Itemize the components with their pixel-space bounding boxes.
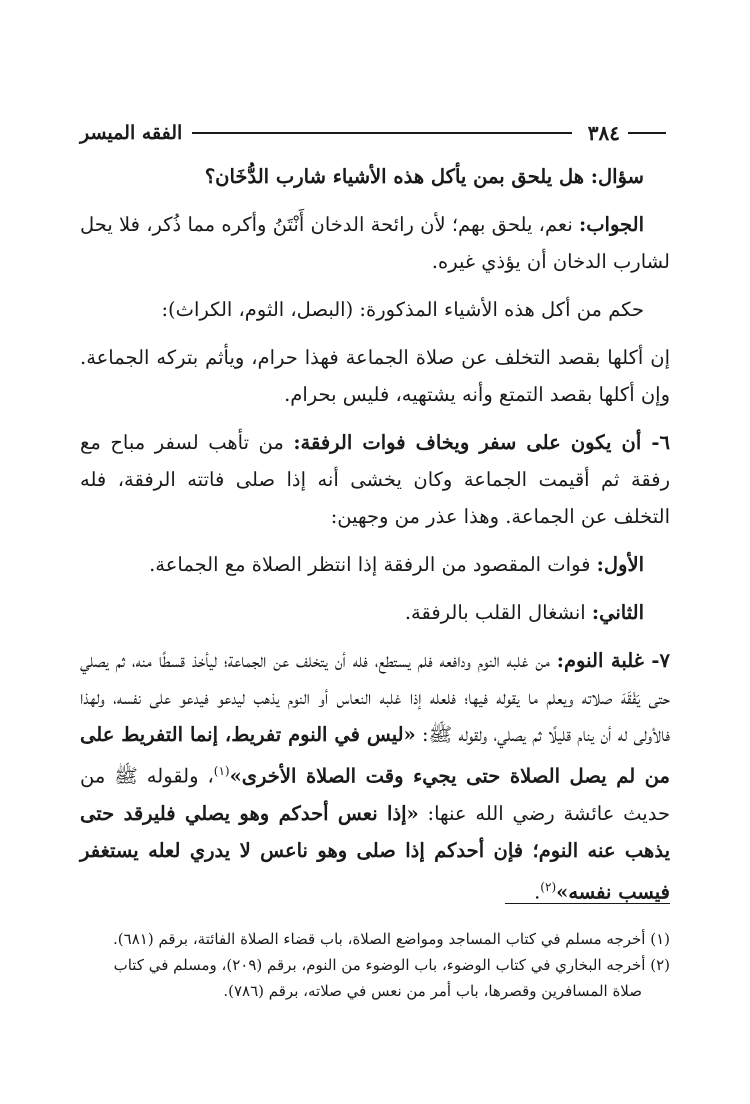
hadith-1: «ليس في النوم تفريط، إنما التفريط على من لم يصل الصلاة حتى يجيء وقت الصلاة الأخرى» [80,723,670,788]
item-7-paragraph [80,642,670,910]
answer-text: نعم، يلحق بهم؛ لأن رائحة الدخان أَنْتَنُ وأكره مما ذُكر، فلا يحل لشارب الدخان أن يؤذي غيره. [80,213,670,273]
second-label: الثاني: [591,601,644,624]
header-rule-short [628,132,666,134]
first-reason [80,546,670,583]
footnote-1: (١) أخرجه مسلم في كتاب المساجد ومواضع الصلاة، باب قضاء الصلاة الفائتة، برقم (٦٨١). [113,930,670,948]
item-7-label: ٧- غلبة النوم: [556,649,670,672]
first-label: الأول: [596,553,644,576]
hadith-2: «إذا نعس أحدكم وهو يصلي فليرقد حتى يذهب عنه النوم؛ فإن أحدكم إذا صلى وهو ناعس لا يدري لعله يستغفر فيسب نفسه» [80,801,670,903]
item-7-text: من غلبه النوم ودافعه فلم يستطع، فله أن يتخلف عن الجماعة؛ ليأخذ قسطًا منه، ثم يصلي حتى يَفْقَهَ صلاته ويعلم ما يقوله فيها؛ فلعله إذا غلبه النعاس أو النوم يذهب ليدعو فيدعو على نفسه، ولهذا فالأولى له أن ينام قليلًا ثم يصلي، ولقوله ﷺ: [80,649,670,746]
ruling-text: إن أكلها بقصد التخلف عن صلاة الجماعة فهذا حرام، ويأثم بتركه الجماعة. وإن أكلها بقصد التمتع وأنه يشتهيه، فليس بحرام. [80,346,670,406]
item-6-label: ٦- أن يكون على سفر ويخاف فوات الرفقة: [293,431,670,454]
second-text: انشغال القلب بالرفقة. [404,601,592,624]
footnote-2-line-1: (٢) أخرجه البخاري في كتاب الوضوء، باب الوضوء من النوم، برقم (٢٠٩)، ومسلم في كتاب [113,956,670,974]
second-reason [80,594,670,631]
item-7-end: . [534,880,541,903]
footnote-divider [505,903,670,904]
header-rule [192,132,571,134]
item-7-mid: ، ولقوله ﷺ من حديث عائشة رضي الله عنها: [80,764,670,825]
page-header [80,120,666,146]
first-text: فوات المقصود من الرفقة إذا انتظر الصلاة مع الجماعة. [149,553,597,576]
item-6-paragraph [80,424,670,535]
question-text: سؤال: هل يلحق بمن يأكل هذه الأشياء شارب الدُّخَان؟ [204,165,644,188]
footnotes [80,926,670,1004]
page-number: ٣٨٤ [587,121,620,145]
footnote-2-line-2: صلاة المسافرين وقصرها، باب أمر من نعس في صلاته، برقم (٧٨٦). [223,982,642,1000]
footnote-ref-2: (٢) [540,879,557,894]
book-title: الفقه الميسر [80,122,183,144]
item-6-text: من تأهب لسفر مباح مع رفقة ثم أقيمت الجماعة وكان يخشى أنه إذا صلى فاتته الرفقة، فله التخلف عن الجماعة. وهذا عذر من وجهين: [80,431,670,528]
footnote-ref-1: (١) [213,764,230,778]
answer-paragraph [80,206,670,280]
question-paragraph [80,158,670,195]
answer-label: الجواب: [579,213,644,236]
page-body [80,158,670,921]
ruling-intro: حكم من أكل هذه الأشياء المذكورة: (البصل، الثوم، الكراث): [161,298,644,321]
